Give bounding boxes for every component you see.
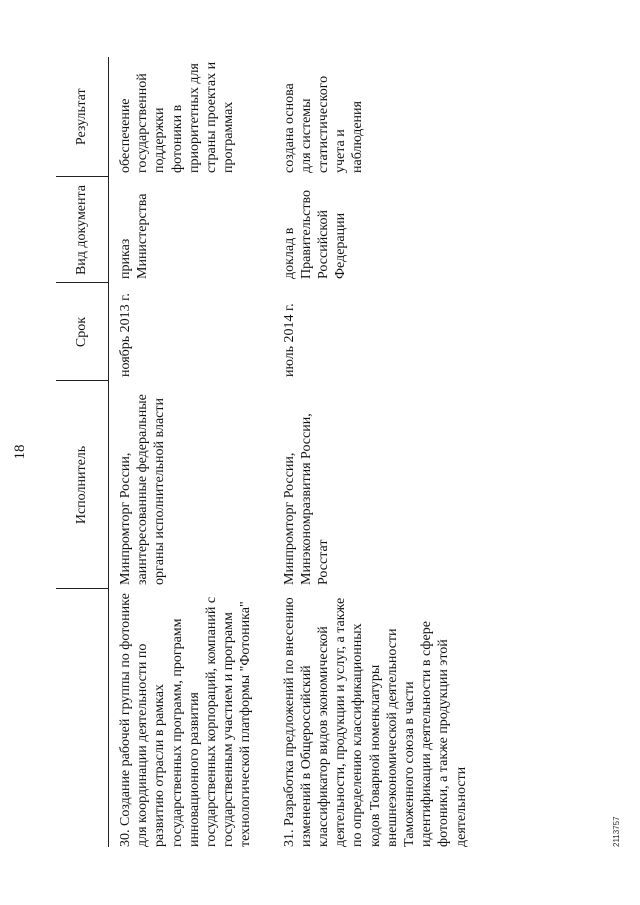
header-deadline: Срок [56, 283, 109, 381]
footer-code: 2113757 [612, 816, 621, 847]
header-executor: Исполнитель [56, 381, 109, 589]
task-cell: 30. Создание рабочей группы по фотонике для координации деятельности по развитию отрасли в рамках государственных программ, программ инновационного развития государственных корпораций, компаний с государственным участием и программ технологической платформы "Фотоника" [118, 593, 254, 847]
task-cell: 31. Разработка предложений по внесению изменений в Общероссийский классификатор видов экономической деятельности, продукции и услуг, а также по определению классификационных кодов Товарной номенклатуры внешнеэкономической деятельности Таможенного союза в части идентификации деятельности в сфере фотоники, а также продукции этой деятельности [281, 597, 469, 847]
result-cell: создана основа для системы статистического учета и наблюдения [281, 75, 366, 173]
table-row [109, 57, 261, 847]
doc-type-cell: доклад в Правительство Российской Федерации [281, 190, 349, 279]
deadline-cell: ноябрь 2013 г. [118, 293, 133, 377]
table-header-row [56, 57, 109, 847]
result-cell: обеспечение государственной поддержки фотоники в приоритетных для страны проектах и программах [118, 61, 237, 173]
executor-cell: Минпромторг России, Минэкономразвития России, Росстат [281, 413, 332, 585]
doc-type-cell: приказ Министерства [118, 193, 151, 279]
table-row [261, 57, 476, 847]
header-result: Результат [56, 57, 109, 177]
header-doc-type: Вид документа [56, 177, 109, 283]
plan-table [56, 57, 476, 847]
page-number: 18 [12, 444, 28, 460]
header-task [56, 589, 109, 847]
deadline-cell: июль 2014 г. [281, 303, 297, 377]
executor-cell: Минпромторг России, заинтересованные федеральные органы исполнительной власти [118, 394, 168, 585]
